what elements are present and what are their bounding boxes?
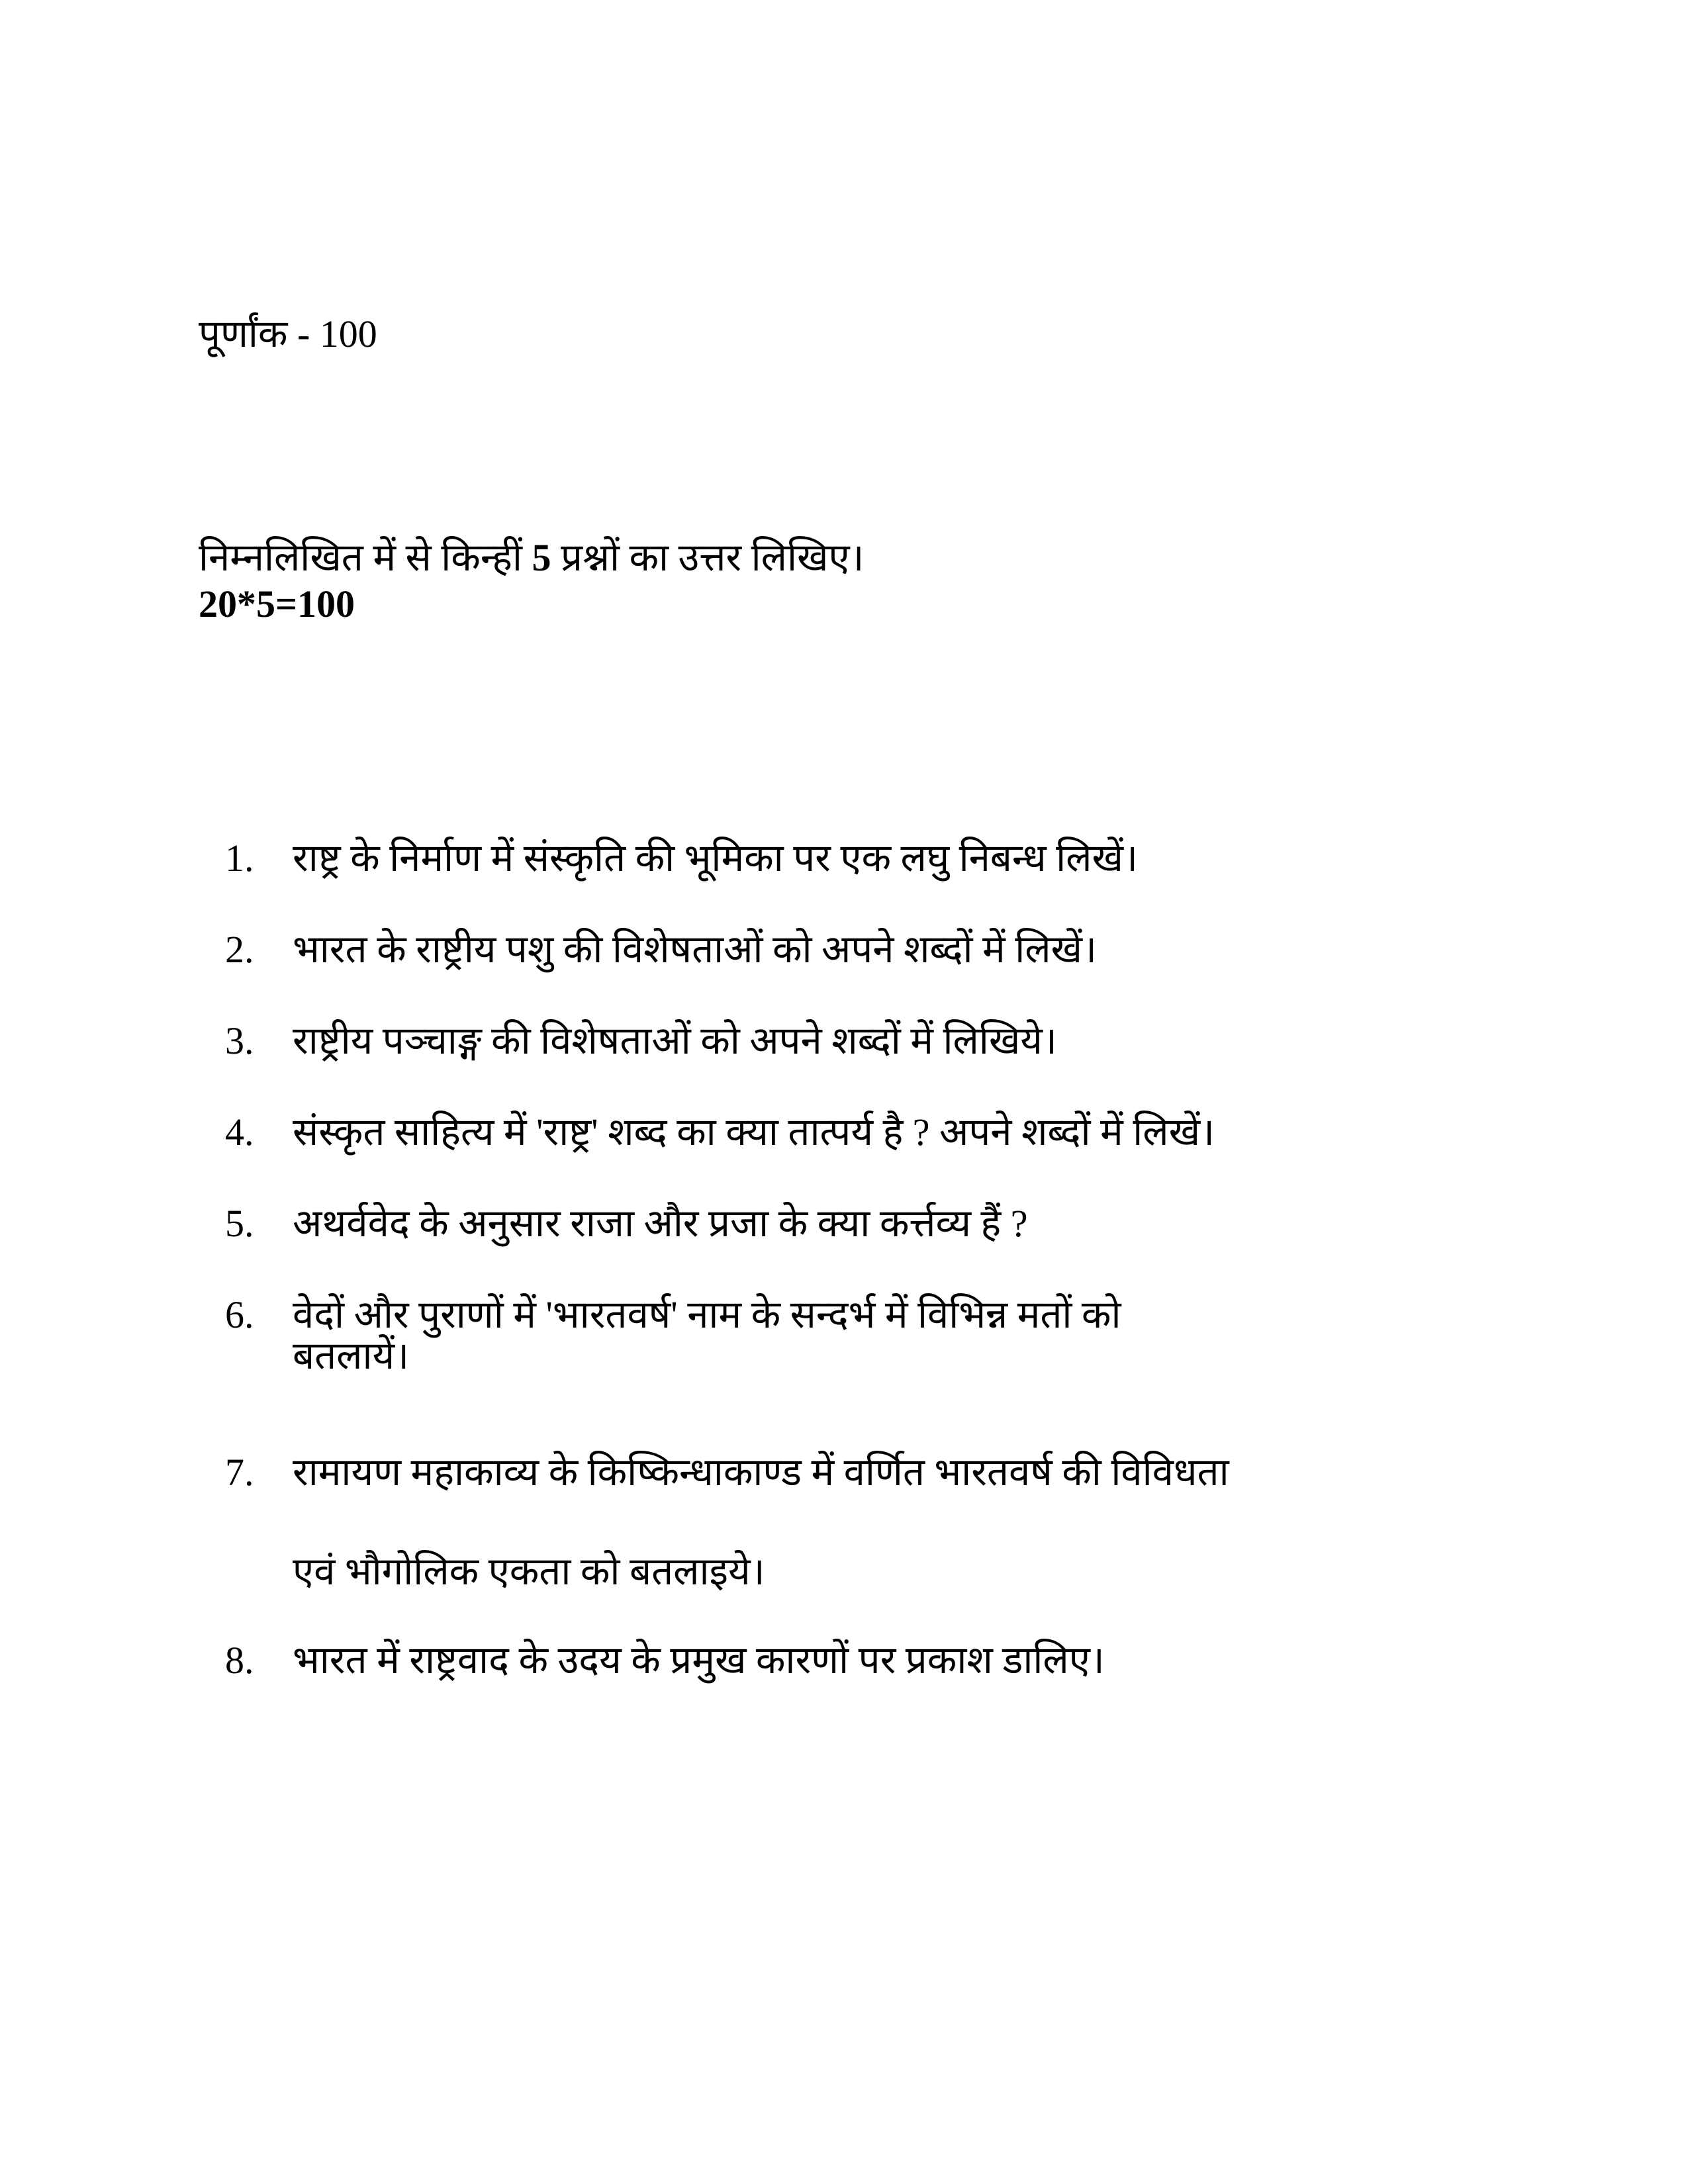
question-text-line: राष्ट्रीय पञ्चाङ्ग की विशेषताओं को अपने शब्दों में लिखिये। (293, 1019, 1057, 1062)
question-text-line: भारत के राष्ट्रीय पशु की विशेषताओं को अपने शब्दों में लिखें। (293, 928, 1097, 971)
instruction-count: 5 (532, 536, 551, 579)
marks-formula: 20*5=100 (199, 582, 355, 625)
question-text (293, 1109, 1484, 1156)
question-text-line: संस्कृत साहित्य में 'राष्ट्र' शब्द का क्या तात्पर्य है ? अपने शब्दों में लिखें। (293, 1111, 1215, 1154)
question-number: 5. (225, 1202, 254, 1245)
total-marks: पूर्णांक - 100 (199, 312, 377, 355)
question-text (293, 1201, 1484, 1247)
question-text (293, 1449, 1484, 1594)
question-text-line: भारत में राष्ट्रवाद के उदय के प्रमुख कारणों पर प्रकाश डालिए। (293, 1639, 1105, 1682)
question-number: 1. (225, 837, 254, 880)
question-text-line: अथर्ववेद के अनुसार राजा और प्रजा के क्या कर्त्तव्य हैं ? (293, 1202, 1028, 1245)
question-text (293, 927, 1484, 973)
instruction-text-before: निम्नलिखित में से किन्हीं (199, 536, 532, 579)
instruction-text (199, 535, 865, 581)
instruction-text-after: प्रश्नों का उत्तर लिखिए। (551, 536, 865, 579)
question-text-line: राष्ट्र के निर्माण में संस्कृति की भूमिका पर एक लघु निबन्ध लिखें। (293, 837, 1138, 880)
question-number: 7. (225, 1451, 254, 1494)
question-text (293, 1292, 1484, 1379)
question-text-line: एवं भौगोलिक एकता को बतलाइये। (293, 1549, 765, 1593)
question-number: 4. (225, 1111, 254, 1154)
question-text (293, 1637, 1484, 1684)
question-text-line: वेदों और पुराणों में 'भारतवर्ष' नाम के सन्दर्भ में विभिन्न मतों को (293, 1293, 1121, 1336)
question-text-line: रामायण महाकाव्य के किष्किन्धाकाण्ड में वर्णित भारतवर्ष की विविधता (293, 1451, 1229, 1494)
question-number: 8. (225, 1639, 254, 1682)
question-number: 3. (225, 1019, 254, 1062)
question-number: 6. (225, 1293, 254, 1336)
question-text-line: बतलायें। (293, 1334, 410, 1377)
question-text (293, 1018, 1484, 1064)
question-number: 2. (225, 928, 254, 971)
question-text (293, 835, 1484, 882)
